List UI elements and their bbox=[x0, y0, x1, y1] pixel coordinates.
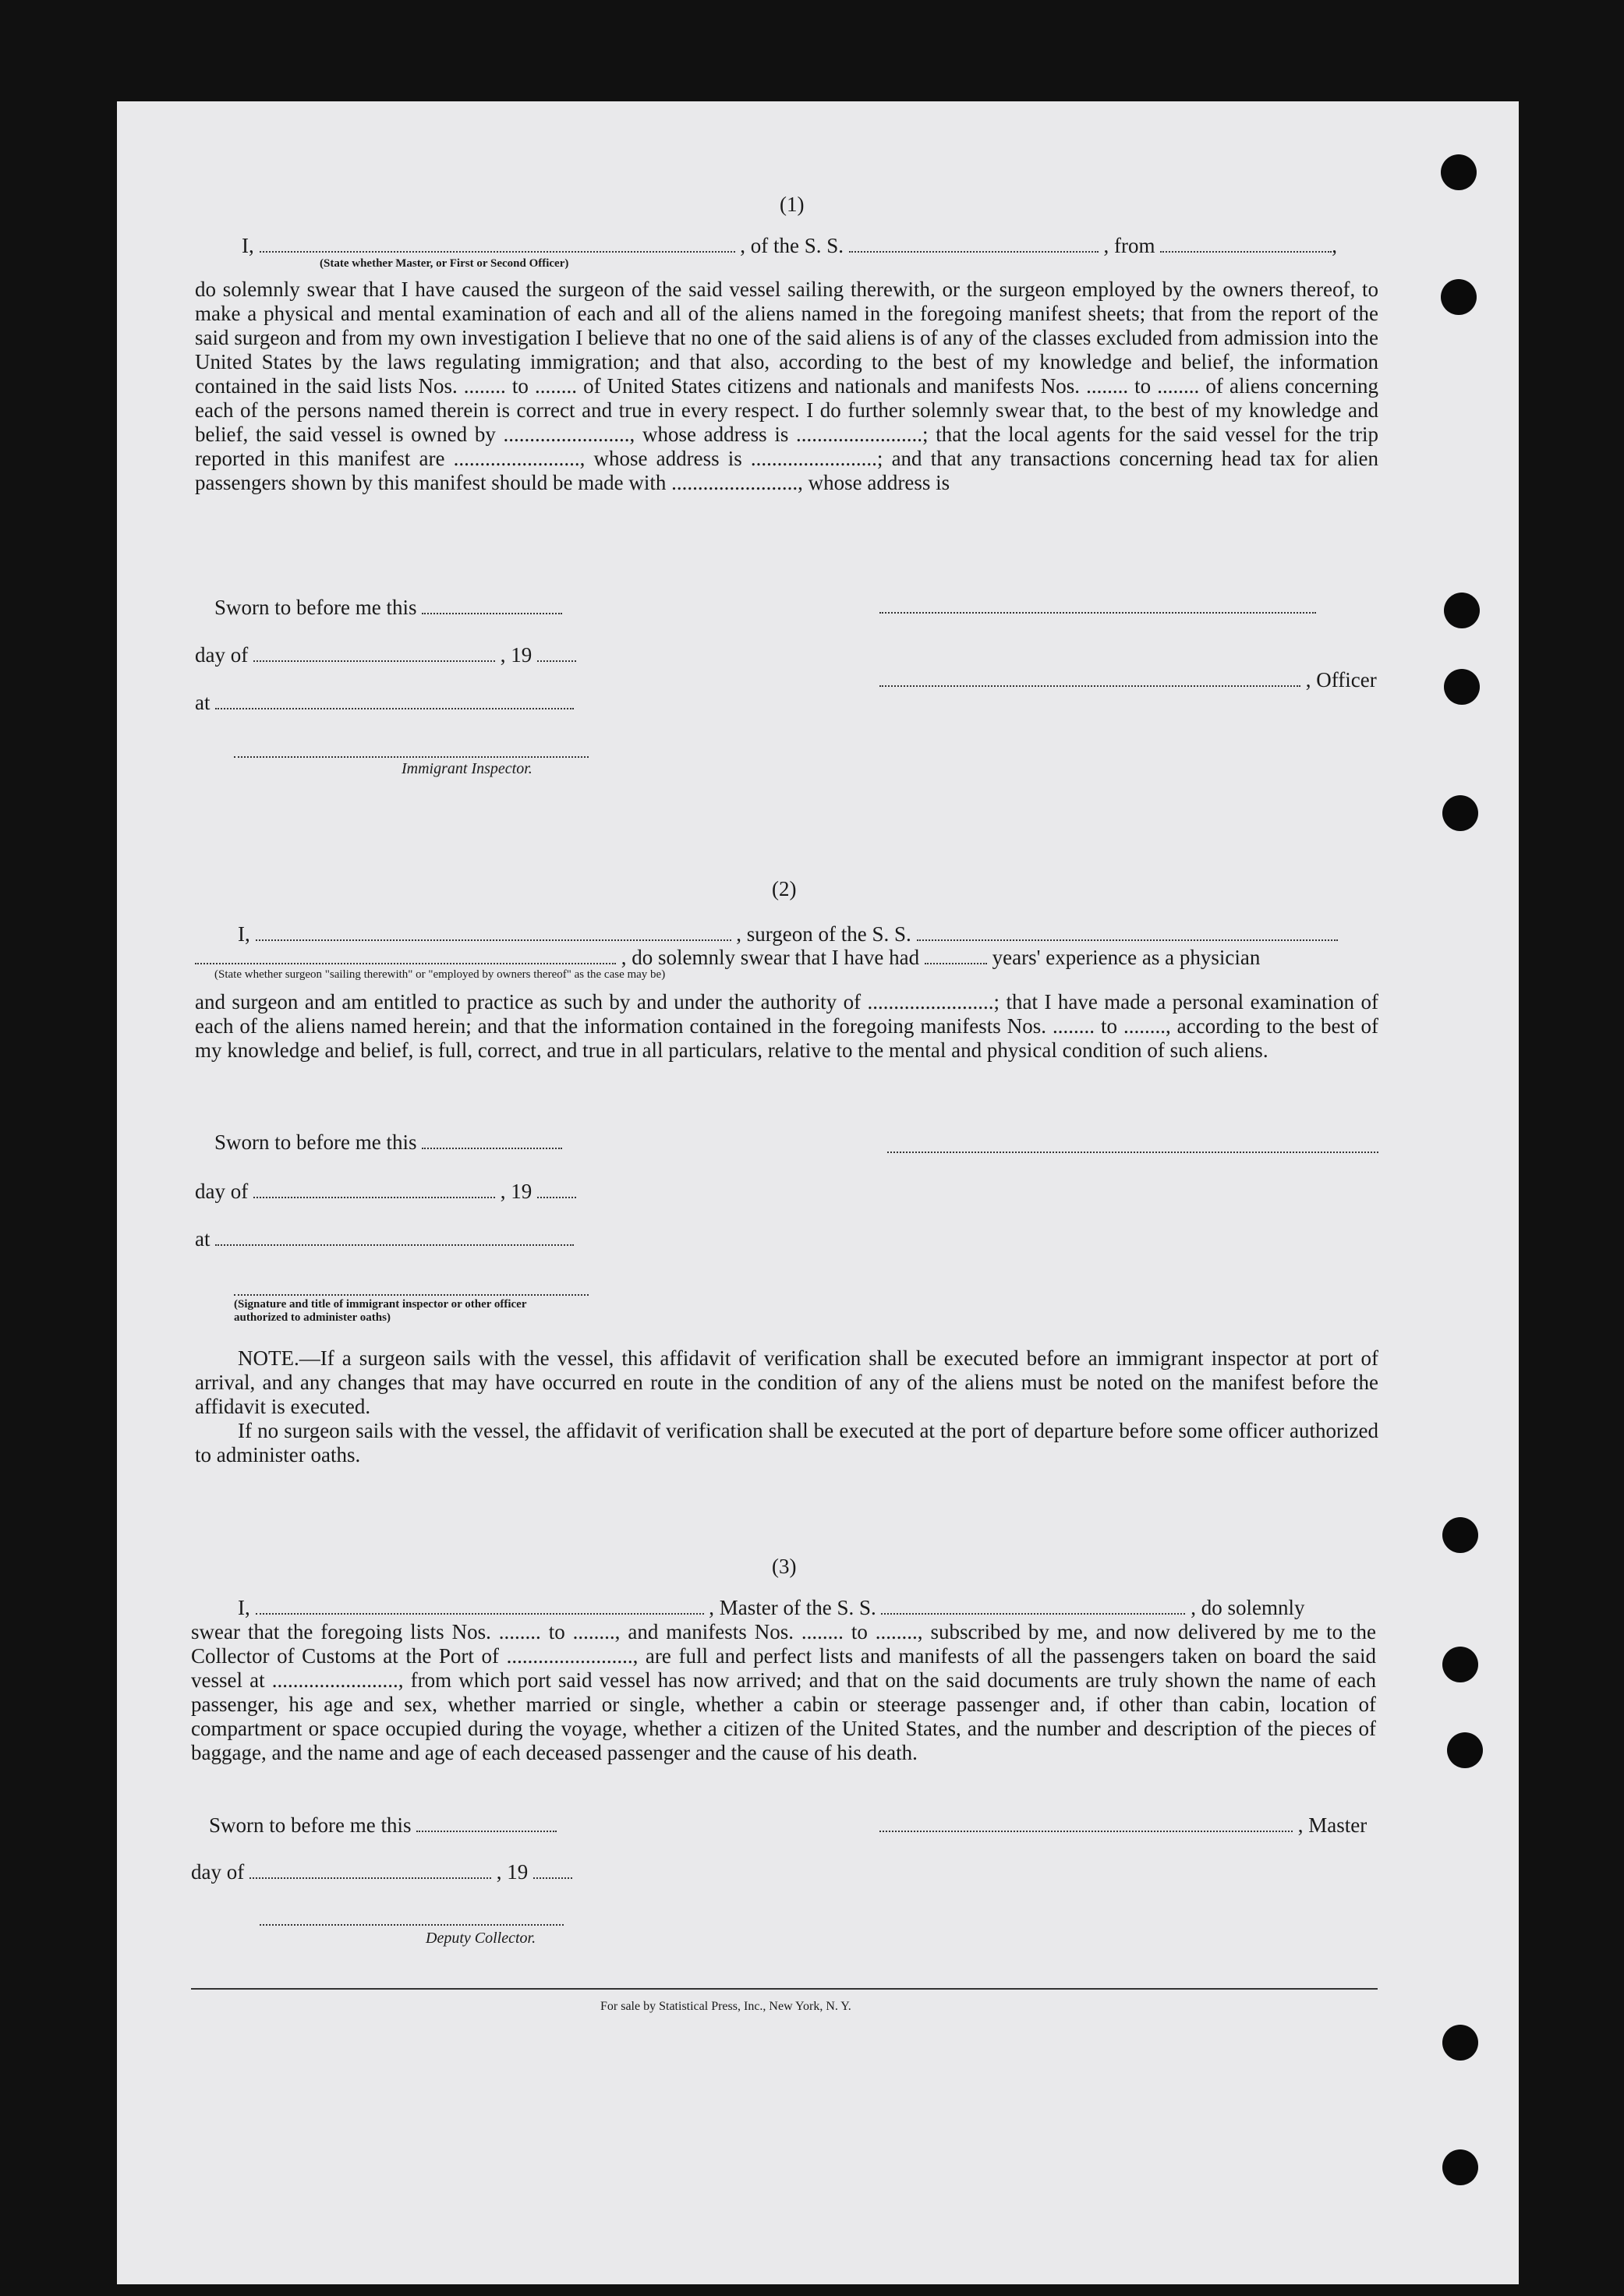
surgeon-status-field[interactable] bbox=[195, 963, 616, 964]
from-label: , from bbox=[1103, 234, 1155, 257]
master-label: , Master bbox=[1297, 1813, 1367, 1837]
section-1-caption: (State whether Master, or First or Second Officer) bbox=[320, 257, 569, 270]
oath-pronoun: I, bbox=[238, 1596, 250, 1619]
section-2-at bbox=[195, 1227, 574, 1251]
sworn-label: Sworn to before me this bbox=[209, 1813, 412, 1837]
day-of-label: day of bbox=[195, 643, 249, 667]
section-1-number: (1) bbox=[780, 193, 805, 216]
inspector-label: Immigrant Inspector. bbox=[402, 760, 532, 777]
port-from-field[interactable] bbox=[1160, 251, 1332, 253]
sworn-label: Sworn to before me this bbox=[214, 1130, 417, 1154]
swear-label: , do solemnly swear that I have had bbox=[621, 946, 920, 969]
years-field[interactable] bbox=[925, 963, 987, 964]
oath-pronoun: I, bbox=[238, 922, 250, 946]
officer-signature-line-1[interactable] bbox=[879, 612, 1316, 614]
collector-signature-line[interactable] bbox=[260, 1924, 564, 1926]
punch-hole bbox=[1442, 2025, 1478, 2061]
punch-hole bbox=[1442, 1517, 1478, 1553]
punch-hole bbox=[1441, 154, 1477, 190]
section-2-oath-line bbox=[238, 922, 1338, 946]
officer-label: , Officer bbox=[1305, 668, 1377, 692]
section-3-number: (3) bbox=[772, 1555, 797, 1578]
master-of-ss-label: , Master of the S. S. bbox=[709, 1596, 876, 1619]
section-2-day bbox=[195, 1180, 576, 1204]
section-2-sworn bbox=[214, 1130, 562, 1155]
section-2-number: (2) bbox=[772, 877, 797, 900]
at-label: at bbox=[195, 691, 211, 714]
punch-hole bbox=[1442, 2149, 1478, 2185]
section-3-master bbox=[879, 1813, 1367, 1838]
vessel-name-field[interactable] bbox=[917, 939, 1338, 941]
oath-officer-signature-line[interactable] bbox=[234, 1294, 589, 1296]
year-label: , 19 bbox=[500, 643, 532, 667]
punch-hole bbox=[1444, 669, 1480, 705]
section-3-day bbox=[191, 1860, 572, 1884]
section-3-oath-line bbox=[238, 1596, 1304, 1620]
solemnly-label: , do solemnly bbox=[1191, 1596, 1305, 1619]
vessel-name-field[interactable] bbox=[881, 1613, 1185, 1615]
master-name-field[interactable] bbox=[256, 1613, 704, 1615]
years-label: years' experience as a physician bbox=[992, 946, 1261, 969]
month-field[interactable] bbox=[253, 660, 495, 662]
officer-signature-field[interactable] bbox=[879, 685, 1300, 687]
oath-pronoun: I, bbox=[242, 234, 254, 257]
sworn-date-field[interactable] bbox=[422, 1148, 562, 1149]
year-field[interactable] bbox=[537, 1197, 576, 1198]
section-1-sworn bbox=[214, 596, 562, 620]
year-field[interactable] bbox=[533, 1877, 572, 1879]
surgeon-signature-line[interactable] bbox=[887, 1152, 1378, 1153]
section-2-caption: (State whether surgeon "sailing therewith" or "employed by owners thereof" as the case may be) bbox=[214, 968, 666, 981]
surgeon-of-ss-label: , surgeon of the S. S. bbox=[736, 922, 911, 946]
inspector-signature-line[interactable] bbox=[234, 756, 589, 758]
officer-title-field[interactable] bbox=[260, 251, 735, 253]
section-3-sworn bbox=[209, 1813, 557, 1838]
sworn-date-field[interactable] bbox=[416, 1831, 557, 1832]
collector-label: Deputy Collector. bbox=[426, 1930, 536, 1947]
year-field[interactable] bbox=[537, 660, 576, 662]
year-label: , 19 bbox=[496, 1860, 529, 1884]
punch-hole bbox=[1444, 593, 1480, 628]
place-field[interactable] bbox=[215, 1244, 574, 1246]
section-2-sig-caption: (Signature and title of immigrant inspector or other officer authorized to administer oaths) bbox=[234, 1298, 527, 1324]
section-1-at bbox=[195, 691, 574, 715]
punch-hole bbox=[1442, 795, 1478, 831]
section-2-note: NOTE.—If a surgeon sails with the vessel, this affidavit of verification shall be executed before an immigrant inspector at port of arrival, and any changes that may have occurred en route in the condition of any of the aliens must be noted on the manifest before the affidavit is executed. bbox=[195, 1346, 1378, 1418]
at-label: at bbox=[195, 1227, 211, 1251]
section-3-body: swear that the foregoing lists Nos. ........ to ........, and manifests Nos. ........ to ........, subscribed by me, and now delivered by me to the Collector of Customs at the Port of ........................, are full and perfect lists and manifests of all the passengers taken on board the said vessel at ........................, from which port said vessel has now arrived; and that on the said documents are truly shown the name of each passenger, his age and sex, whether married or single, whether a cabin or steerage passenger and, if other than cabin, location of compartment or space occupied during the voyage, whether a citizen of the United States, and the number and description of the pieces of baggage, and the name and age of each deceased passenger and the cause of his death. bbox=[191, 1620, 1376, 1764]
footer-rule bbox=[191, 1988, 1378, 1990]
day-of-label: day of bbox=[191, 1860, 245, 1884]
section-1-officer bbox=[879, 668, 1377, 692]
footer-imprint: For sale by Statistical Press, Inc., New York, N. Y. bbox=[600, 2000, 851, 2013]
of-the-ss-label: , of the S. S. bbox=[740, 234, 844, 257]
section-1-oath-line: I, , of the S. S. , from , bbox=[242, 234, 1337, 257]
sworn-date-field[interactable] bbox=[422, 613, 562, 614]
section-1-body: do solemnly swear that I have caused the surgeon of the said vessel sailing therewith, or the surgeon employed by the owners thereof, to make a physical and mental examination of each and all of the aliens named in the foregoing manifest sheets; that from the report of the said surgeon and from my own investigation I believe that no one of the said aliens is of any of the classes excluded from admission into the United States by the laws regulating immigration; and that also, according to the best of my knowledge and belief, the information contained in the said lists Nos. ........ to ........ of United States citizens and nationals and manifests Nos. ........ to ........ of aliens concerning each of the persons named therein is correct and true in every respect. I do further solemnly swear that, to the best of my knowledge and belief, the said vessel is owned by ........................, whose address is ........................; that the local agents for the said vessel for the trip reported in this manifest are ........................, whose address is ........................; and that any transactions concerning head tax for alien passengers shown by this manifest should be made with ........................, whose address is bbox=[195, 278, 1378, 494]
section-2-note-2: If no surgeon sails with the vessel, the affidavit of verification shall be executed at the port of departure before some officer authorized to administer oaths. bbox=[195, 1419, 1378, 1466]
year-label: , 19 bbox=[500, 1180, 532, 1203]
vessel-name-field[interactable] bbox=[849, 251, 1099, 253]
month-field[interactable] bbox=[249, 1877, 491, 1879]
section-2-body: and surgeon and am entitled to practice as such by and under the authority of ........................; that I have made a personal examination of each of the aliens named herein; and that the information contained in the foregoing manifests Nos. ........ to ........, according to the best of my knowledge and belief, is full, correct, and true in all particulars, relative to the mental and physical condition of such aliens. bbox=[195, 990, 1378, 1062]
sworn-label: Sworn to before me this bbox=[214, 596, 417, 619]
master-signature-field[interactable] bbox=[879, 1831, 1293, 1832]
punch-hole bbox=[1447, 1732, 1483, 1768]
place-field[interactable] bbox=[215, 708, 574, 709]
punch-hole bbox=[1442, 1647, 1478, 1682]
section-2-swear-line bbox=[195, 946, 1260, 970]
punch-hole bbox=[1441, 279, 1477, 315]
surgeon-name-field[interactable] bbox=[256, 939, 731, 941]
month-field[interactable] bbox=[253, 1197, 495, 1198]
day-of-label: day of bbox=[195, 1180, 249, 1203]
section-1-day bbox=[195, 643, 576, 667]
